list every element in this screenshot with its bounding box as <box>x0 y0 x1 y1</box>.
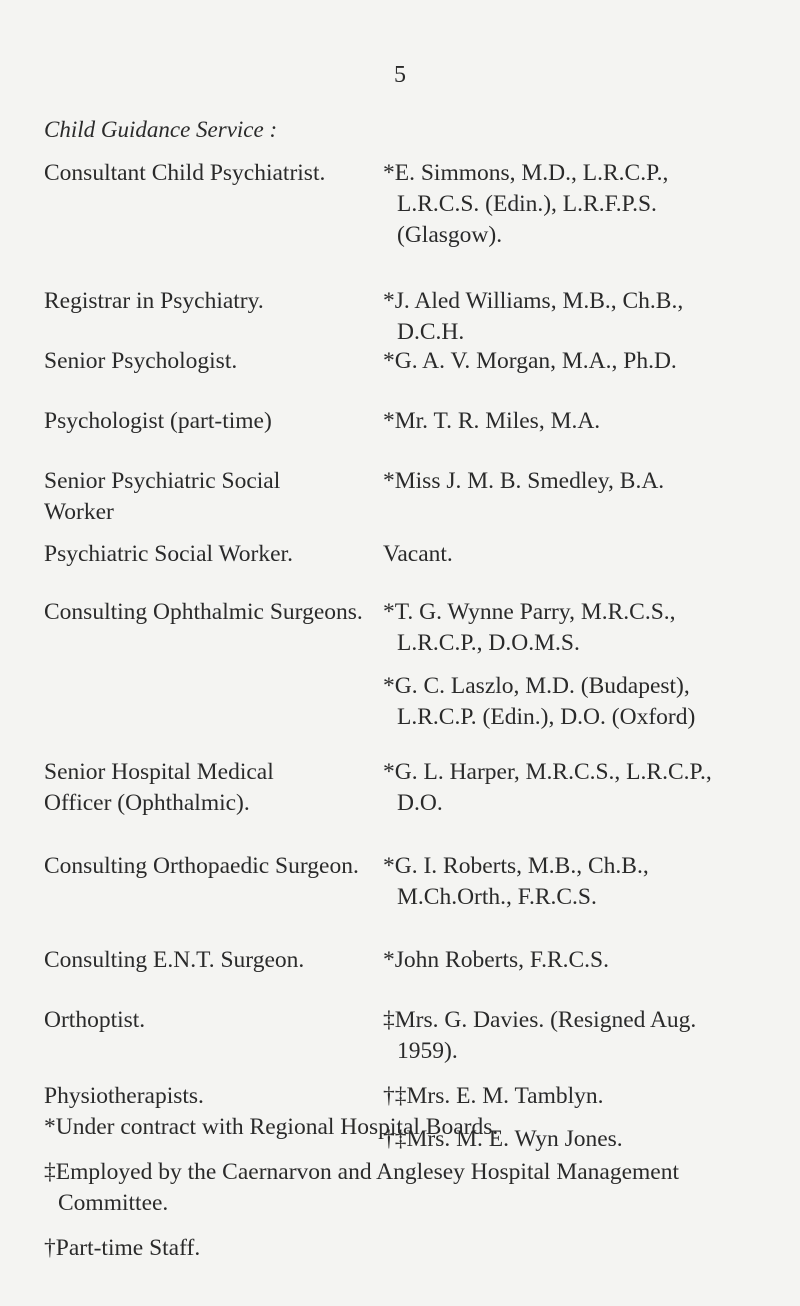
role-holders <box>383 539 783 570</box>
role-title: Consulting E.N.T. Surgeon. <box>44 947 305 973</box>
role-title: Senior Psychiatric Social Worker <box>44 468 281 525</box>
holder-line: D.C.H. <box>397 319 465 345</box>
holder-name <box>383 945 783 976</box>
holder-name <box>383 1005 783 1067</box>
role-holders <box>383 158 783 251</box>
holder-line: †‡Mrs. E. M. Tamblyn. <box>383 1083 604 1109</box>
footnotes <box>44 1112 784 1278</box>
holder-line: L.R.C.P. (Edin.), D.O. (Oxford) <box>397 704 696 730</box>
footnote <box>44 1157 784 1219</box>
role-title: Senior Psychologist. <box>44 348 238 374</box>
role-title: Physiotherapists. <box>44 1083 204 1109</box>
holder-name <box>383 671 783 733</box>
role-holders <box>383 945 783 976</box>
role-holders <box>383 597 783 733</box>
holder-line: †‡Mrs. M. E. Wyn Jones. <box>383 1126 623 1152</box>
holder-line: Vacant. <box>383 541 453 567</box>
holder-name <box>383 757 783 819</box>
holder-line: *G. C. Laszlo, M.D. (Budapest), <box>383 673 690 699</box>
role-holders <box>383 851 783 913</box>
role-title: Senior Hospital Medical Officer (Ophthalmic). <box>44 759 274 816</box>
holder-name <box>383 346 783 377</box>
role-holders <box>383 406 783 437</box>
holder-line: 1959). <box>397 1038 458 1064</box>
holder-name <box>383 406 783 437</box>
holder-line: *G. A. V. Morgan, M.A., Ph.D. <box>383 348 677 374</box>
role-holders <box>383 286 783 348</box>
holder-line: M.Ch.Orth., F.R.C.S. <box>397 884 597 910</box>
role-holders <box>383 346 783 377</box>
footnote <box>44 1233 784 1264</box>
holder-name <box>383 286 783 348</box>
holder-line: L.R.C.P., D.O.M.S. <box>397 630 580 656</box>
holder-name <box>383 158 783 251</box>
footnote-line: *Under contract with Regional Hospital Boards. <box>44 1114 499 1140</box>
holder-line: *Miss J. M. B. Smedley, B.A. <box>383 468 665 494</box>
role-title: Consulting Ophthalmic Surgeons. <box>44 599 363 625</box>
role-holders <box>383 757 783 819</box>
holder-line: L.R.C.S. (Edin.), L.R.F.P.S. <box>397 191 657 217</box>
holder-line: *E. Simmons, M.D., L.R.C.P., <box>383 160 669 186</box>
role-title: Consultant Child Psychiatrist. <box>44 160 326 186</box>
role-title: Psychologist (part-time) <box>44 408 272 434</box>
holder-line: *G. I. Roberts, M.B., Ch.B., <box>383 853 649 879</box>
holder-name <box>383 851 783 913</box>
role-holders <box>383 1005 783 1067</box>
footnote <box>44 1112 784 1143</box>
holder-line: *G. L. Harper, M.R.C.S., L.R.C.P., <box>383 759 712 785</box>
holder-line: ‡Mrs. G. Davies. (Resigned Aug. <box>383 1007 697 1033</box>
role-holders <box>383 466 783 497</box>
holder-line: (Glasgow). <box>397 222 503 248</box>
page-number: 5 <box>394 62 406 88</box>
role-title: Registrar in Psychiatry. <box>44 288 264 314</box>
holder-line: *T. G. Wynne Parry, M.R.C.S., <box>383 599 676 625</box>
holder-name <box>383 597 783 659</box>
role-title: Psychiatric Social Worker. <box>44 541 293 567</box>
footnote-line: ‡Employed by the Caernarvon and Anglesey Hospital Management <box>44 1159 679 1185</box>
section-heading: Child Guidance Service : <box>44 117 278 142</box>
role-title: Orthoptist. <box>44 1007 146 1033</box>
footnote-line: †Part-time Staff. <box>44 1235 201 1261</box>
holder-line: *John Roberts, F.R.C.S. <box>383 947 609 973</box>
holder-name <box>383 539 783 570</box>
holder-name <box>383 1081 783 1112</box>
footnote-line: Committee. <box>58 1190 169 1216</box>
role-title: Consulting Orthopaedic Surgeon. <box>44 853 359 879</box>
holder-line: D.O. <box>397 790 443 816</box>
holder-line: *Mr. T. R. Miles, M.A. <box>383 408 601 434</box>
holder-line: *J. Aled Williams, M.B., Ch.B., <box>383 288 684 314</box>
holder-name <box>383 466 783 497</box>
